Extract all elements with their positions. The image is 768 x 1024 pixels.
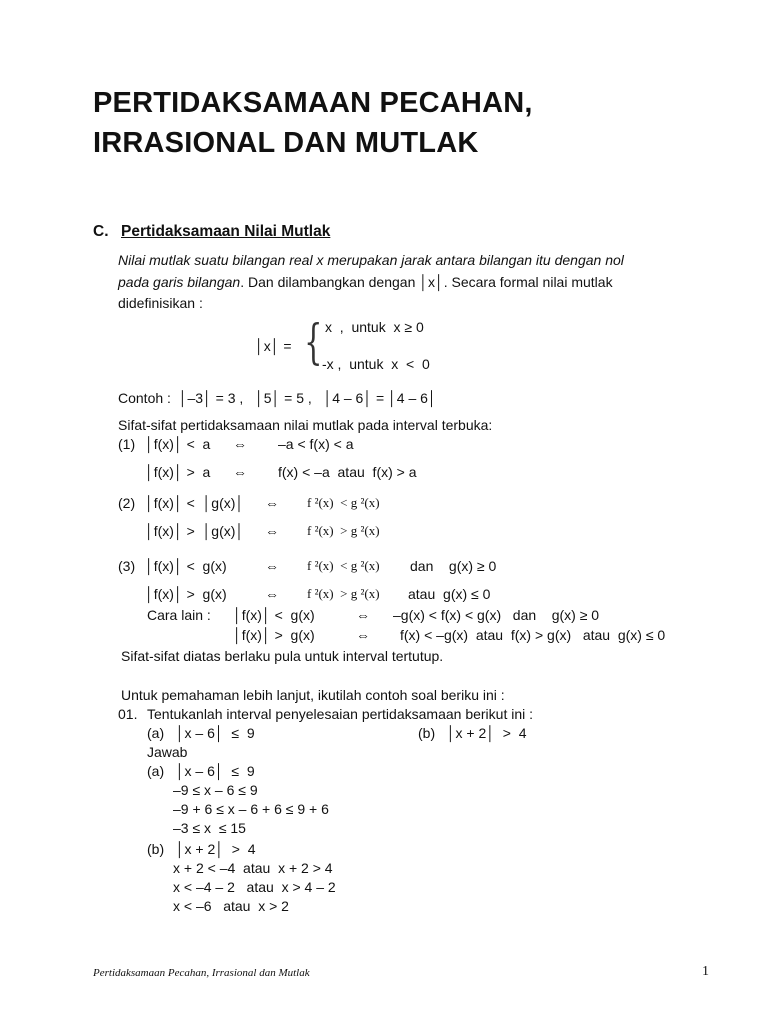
prop-3b-lhs: │f(x)│ > g(x) — [145, 586, 227, 602]
solution-b-step: x + 2 < –4 atau x + 2 > 4 — [173, 860, 333, 876]
intro-italic: pada garis bilangan — [118, 274, 241, 290]
solution-a-head: (a) │x – 6│ ≤ 9 — [147, 763, 255, 779]
example-line: Contoh : │–3│ = 3 , │5│ = 5 , │4 – 6│ = │4 – 6│ — [118, 390, 437, 406]
alt-1-lhs: │f(x)│ < g(x) — [233, 607, 315, 623]
brace-symbol: { — [304, 314, 323, 370]
problem-number: 01. — [118, 706, 138, 722]
alt-label: Cara lain : — [147, 607, 211, 623]
iff-symbol: ⇔ — [265, 586, 279, 602]
answer-label: Jawab — [147, 744, 188, 760]
prop-1-num: (1) — [118, 436, 136, 452]
problem-b: (b) │x + 2│ > 4 — [418, 725, 527, 741]
section-letter: C. — [93, 223, 109, 240]
solution-a-step: –9 + 6 ≤ x – 6 + 6 ≤ 9 + 6 — [173, 801, 329, 817]
prop-1b-lhs: │f(x)│ > a — [145, 464, 211, 480]
definition-case-2: -x , untuk x < 0 — [322, 356, 430, 372]
iff-symbol: ⇔ — [265, 523, 279, 539]
definition-case-1: x , untuk x ≥ 0 — [325, 319, 424, 335]
properties-closing: Sifat-sifat diatas berlaku pula untuk interval tertutup. — [121, 648, 444, 664]
problem-text: Tentukanlah interval penyelesaian pertidaksamaan berikut ini : — [147, 706, 534, 722]
prop-2-num: (2) — [118, 495, 136, 511]
intro-line-2 — [118, 273, 613, 291]
iff-symbol: ⇔ — [233, 464, 247, 480]
definition-lhs: │x│ = — [255, 338, 292, 354]
prop-1a-lhs: │f(x)│ < a — [145, 436, 211, 452]
prop-3a-rhs: f ²(x) < g ²(x) — [307, 558, 380, 573]
footer-text: Pertidaksamaan Pecahan, Irrasional dan Mutlak — [93, 967, 310, 979]
solution-b-step: x < –4 – 2 atau x > 4 – 2 — [173, 879, 336, 895]
solution-b-step: x < –6 atau x > 2 — [173, 898, 289, 914]
intro-line-3: didefinisikan : — [118, 295, 203, 311]
iff-symbol: ⇔ — [356, 607, 370, 623]
section-heading: Pertidaksamaan Nilai Mutlak — [121, 223, 331, 240]
prop-3a-lhs: │f(x)│ < g(x) — [145, 558, 227, 574]
prop-2b-rhs: f ²(x) > g ²(x) — [307, 523, 380, 538]
prop-1b-rhs: f(x) < –a atau f(x) > a — [278, 464, 417, 480]
intro-line-1: Nilai mutlak suatu bilangan real x merupakan jarak antara bilangan itu dengan nol — [118, 252, 624, 268]
prop-3b-cond: atau g(x) ≤ 0 — [408, 586, 491, 602]
prop-2a-lhs: │f(x)│ < │g(x)│ — [145, 495, 245, 511]
iff-symbol: ⇔ — [265, 558, 279, 574]
prop-2b-lhs: │f(x)│ > │g(x)│ — [145, 523, 245, 539]
prop-2a-rhs: f ²(x) < g ²(x) — [307, 495, 380, 510]
prop-3a-cond: dan g(x) ≥ 0 — [410, 558, 497, 574]
prop-3-num: (3) — [118, 558, 136, 574]
problem-a: (a) │x – 6│ ≤ 9 — [147, 725, 255, 741]
alt-2-lhs: │f(x)│ > g(x) — [233, 627, 315, 643]
title-line-1: PERTIDAKSAMAAN PECAHAN, — [93, 87, 533, 119]
alt-2-rhs: f(x) < –g(x) atau f(x) > g(x) atau g(x) ≤ 0 — [400, 627, 666, 643]
iff-symbol: ⇔ — [265, 495, 279, 511]
iff-symbol: ⇔ — [233, 436, 247, 452]
prop-1a-rhs: –a < f(x) < a — [278, 436, 354, 452]
page-number: 1 — [702, 964, 709, 979]
alt-1-rhs: –g(x) < f(x) < g(x) dan g(x) ≥ 0 — [393, 607, 600, 623]
example-intro: Untuk pemahaman lebih lanjut, ikutilah contoh soal beriku ini : — [121, 687, 505, 703]
intro-rest: . Dan dilambangkan dengan │x│. Secara formal nilai mutlak — [240, 274, 613, 290]
iff-symbol: ⇔ — [356, 627, 370, 643]
solution-b-head: (b) │x + 2│ > 4 — [147, 841, 256, 857]
title-line-2: IRRASIONAL DAN MUTLAK — [93, 127, 479, 159]
solution-a-step: –3 ≤ x ≤ 15 — [173, 820, 246, 836]
properties-heading: Sifat-sifat pertidaksamaan nilai mutlak pada interval terbuka: — [118, 417, 493, 433]
solution-a-step: –9 ≤ x – 6 ≤ 9 — [173, 782, 258, 798]
prop-3b-rhs: f ²(x) > g ²(x) — [307, 586, 380, 601]
